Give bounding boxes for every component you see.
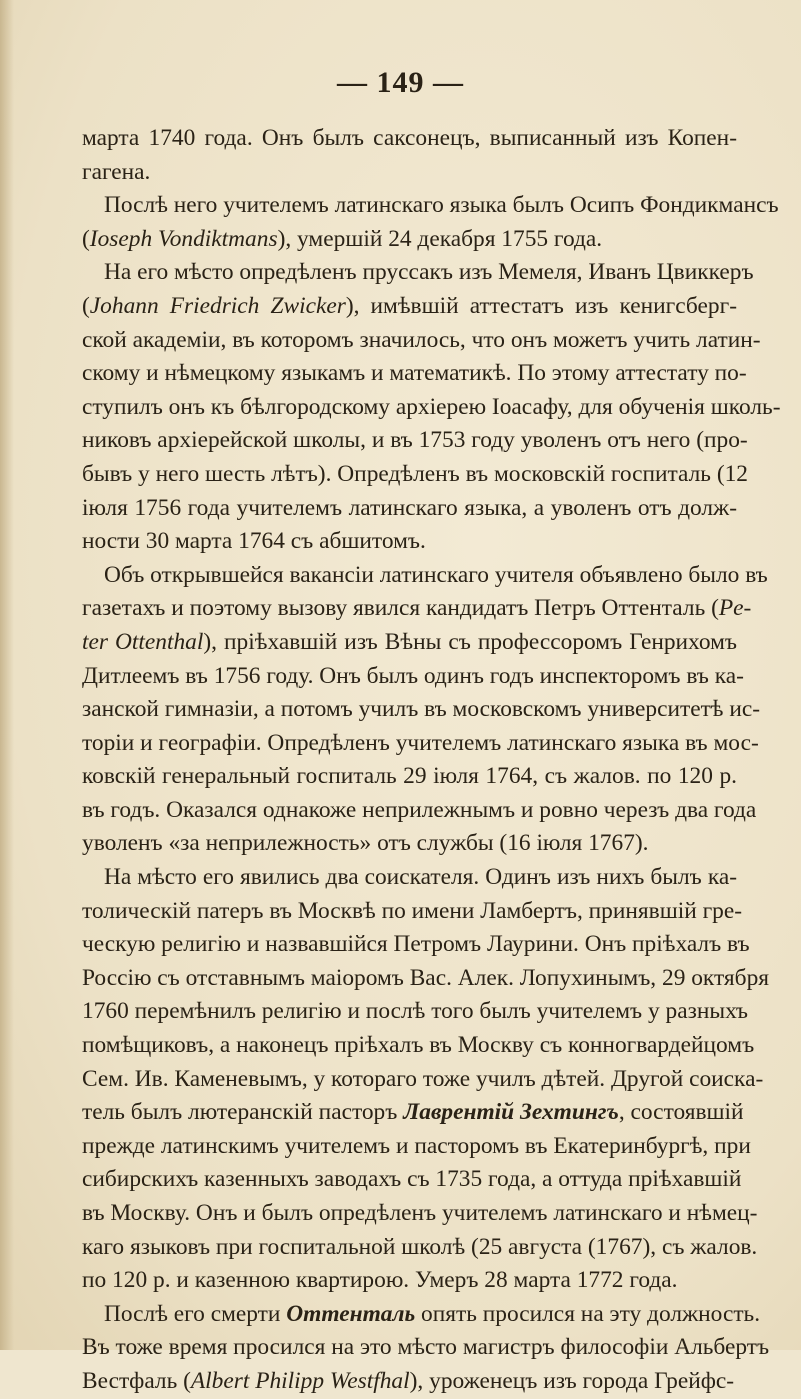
latin-name: ter Ottenthal <box>82 628 204 655</box>
text-segment: Дитлеемъ въ 1756 году. Онъ былъ одинъ годъ инспекторомъ въ ка- <box>82 662 744 689</box>
text-segment: ), уроженецъ изъ города Грейфс- <box>409 1367 735 1394</box>
text-line <box>82 1096 744 1130</box>
paragraph <box>82 256 781 558</box>
paragraph <box>82 861 770 1298</box>
text-segment: ности 30 марта 1764 съ абшитомъ. <box>82 528 426 555</box>
text-line <box>82 1163 742 1197</box>
text-segment: по 120 р. и казенною квартирою. Умеръ 28 марта 1772 года. <box>82 1267 678 1294</box>
text-line <box>82 256 754 290</box>
text-segment: ), имѣвшій аттестатъ изъ кенигсберг- <box>345 292 737 319</box>
text-segment: На мѣсто его явились два соискателя. Одинъ изъ нихъ былъ ка- <box>104 864 737 891</box>
text-line <box>82 760 737 794</box>
text-segment: марта 1740 года. Онъ былъ саксонецъ, выписанный изъ Копен- <box>82 125 737 151</box>
paragraph <box>82 122 737 189</box>
text-segment: Послѣ него учителемъ латинскаго языка былъ Осипъ Фондикмансъ <box>104 192 779 219</box>
text-segment: ческую религію и назвавшійся Петромъ Лаурини. Онъ пріѣхалъ въ <box>82 931 750 958</box>
text-segment: никовъ архіерейской школы, и въ 1753 году уволенъ отъ него (про- <box>82 427 748 454</box>
text-line <box>82 559 768 593</box>
text-line <box>82 492 737 526</box>
text-line <box>82 794 757 828</box>
text-segment: гагена. <box>82 158 151 185</box>
text-segment: ), умершій 24 декабря 1755 года. <box>277 225 603 252</box>
emphasized-name: Лаврентій Зехтингъ <box>403 1099 619 1126</box>
text-line <box>82 895 743 929</box>
text-line <box>82 1298 761 1332</box>
text-segment: ( <box>82 225 90 252</box>
text-segment: уволенъ «за неприлежность» отъ службы (16 іюля 1767). <box>82 830 649 857</box>
text-line <box>82 1331 770 1365</box>
text-segment: въ годъ. Оказался однакоже неприлежнымъ и ровно черезъ два года <box>82 796 757 823</box>
latin-name: Pe- <box>718 595 752 622</box>
text-segment: торіи и географіи. Опредѣленъ учителемъ латинскаго языка въ мос- <box>82 729 759 756</box>
text-line <box>82 1264 737 1298</box>
text-segment: каго языковъ при госпитальной школѣ (25 августа (1767), съ жалов. <box>82 1233 758 1260</box>
text-line <box>82 962 770 996</box>
text-line <box>82 458 749 492</box>
paragraph <box>82 189 779 256</box>
text-line <box>82 122 737 156</box>
text-segment: газетахъ и поэтому вызову явился кандидатъ Петръ Оттенталь ( <box>82 595 719 622</box>
text-line <box>82 592 752 626</box>
text-line <box>82 1029 755 1063</box>
text-segment: На его мѣсто опредѣленъ пруссакъ изъ Мемеля, Иванъ Цвиккеръ <box>104 259 754 286</box>
text-segment: Сем. Ив. Каменевымъ, у котораго тоже училъ дѣтей. Другой соиска- <box>82 1065 764 1092</box>
text-segment: помѣщиковъ, а наконецъ пріѣхалъ въ Москву съ конногвардейцомъ <box>82 1032 755 1059</box>
text-segment: іюля 1756 года учителемъ латинскаго языка, а уволенъ отъ долж- <box>82 494 737 521</box>
text-segment: Россію съ отставнымъ маіоромъ Вас. Алек. Лопухинымъ, 29 октября <box>82 964 770 991</box>
emphasized-name: Оттенталь <box>286 1300 416 1327</box>
text-line <box>82 861 737 895</box>
binding-shadow <box>0 0 14 1350</box>
text-line <box>82 189 779 223</box>
text-line <box>82 525 737 559</box>
text-segment: бывъ у него шесть лѣтъ). Опредѣленъ въ московскій госпиталь (12 <box>82 460 749 487</box>
text-segment: , состоявшій <box>618 1099 744 1126</box>
text-segment: Послѣ его смерти <box>104 1300 287 1327</box>
text-segment: ковскій генеральный госпиталь 29 іюля 1764, съ жалов. по 120 р. <box>82 763 737 790</box>
page-number: — 149 — <box>337 66 464 99</box>
text-segment: ступилъ онъ къ бѣлгородскому архіерею Іоасафу, для обученія школь- <box>82 393 781 420</box>
text-line <box>82 1130 751 1164</box>
text-line <box>82 693 761 727</box>
text-segment: ской академіи, въ которомъ значилось, что онъ можетъ учить латин- <box>82 326 761 353</box>
text-segment: скому и нѣмецкому языкамъ и математикѣ. По этому аттестату по- <box>82 360 747 387</box>
text-segment: Объ открывшейся вакансіи латинскаго учителя объявлено было въ <box>104 561 768 588</box>
text-segment: въ Москву. Онъ и былъ опредѣленъ учителемъ латинскаго и нѣмец- <box>82 1200 758 1226</box>
latin-name: Johann Friedrich Zwicker <box>89 292 346 319</box>
paragraph <box>82 559 768 861</box>
latin-name: Albert Philipp Westfhal <box>190 1367 410 1394</box>
text-segment: сибирскихъ казенныхъ заводахъ съ 1735 года, а оттуда пріѣхавшій <box>82 1166 742 1193</box>
text-segment: опять просился на эту должность. <box>415 1300 761 1327</box>
text-segment: ), пріѣхавшій изъ Вѣны съ профессоромъ Генрихомъ <box>203 628 738 655</box>
paragraph <box>82 1298 770 1399</box>
latin-name: Ioseph Vondiktmans <box>89 225 278 252</box>
text-line <box>82 626 737 660</box>
text-segment: занской гимназіи, а потомъ училъ въ московскомъ университетѣ ис- <box>82 696 761 723</box>
text-line <box>82 424 748 458</box>
text-line <box>82 827 737 861</box>
text-line <box>82 357 747 391</box>
text-segment: тель былъ лютеранскій пасторъ <box>82 1099 404 1126</box>
text-segment: прежде латинскимъ учителемъ и пасторомъ въ Екатеринбургѣ, при <box>82 1132 751 1159</box>
text-line <box>82 928 750 962</box>
text-line <box>82 324 761 358</box>
text-line <box>82 727 759 761</box>
text-line <box>82 660 744 694</box>
text-segment: ( <box>82 292 90 319</box>
text-line <box>82 1231 758 1265</box>
text-line <box>82 1365 737 1399</box>
text-line <box>82 223 737 257</box>
text-line <box>82 995 748 1029</box>
text-line <box>82 1063 764 1097</box>
text-line <box>82 290 737 324</box>
text-line <box>82 156 737 190</box>
text-line <box>82 1197 758 1231</box>
text-segment: толическій патеръ въ Москвѣ по имени Ламбертъ, принявшій гре- <box>82 897 743 924</box>
text-segment: 1760 перемѣнилъ религію и послѣ того былъ учителемъ у разныхъ <box>82 998 748 1025</box>
text-segment: Въ тоже время просился на это мѣсто магистръ философіи Альбертъ <box>82 1334 770 1361</box>
body-text <box>82 122 781 1399</box>
text-line <box>82 391 781 425</box>
text-segment: Вестфаль ( <box>82 1367 191 1394</box>
